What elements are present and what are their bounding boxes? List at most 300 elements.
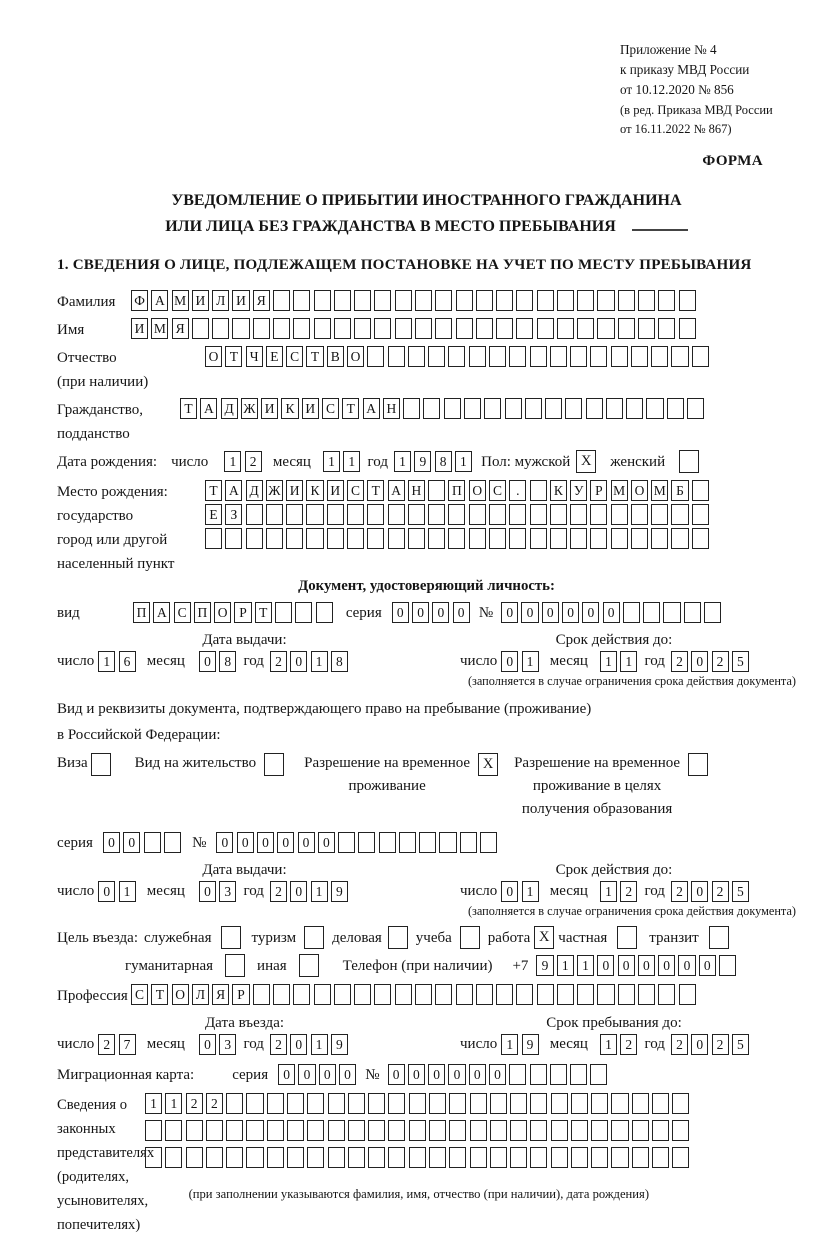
char-cell[interactable] <box>530 1120 547 1141</box>
char-cell[interactable] <box>379 832 396 853</box>
char-cell[interactable]: Т <box>205 480 222 501</box>
char-cell[interactable]: Т <box>367 480 384 501</box>
char-cell[interactable] <box>435 318 452 339</box>
char-cell[interactable] <box>489 346 506 367</box>
char-cell[interactable]: 0 <box>290 1034 307 1055</box>
char-cell[interactable]: У <box>570 480 587 501</box>
char-cell[interactable] <box>469 504 486 525</box>
char-cell[interactable]: Я <box>253 290 270 311</box>
char-cell[interactable]: 0 <box>501 602 518 623</box>
char-cell[interactable]: 3 <box>219 1034 236 1055</box>
char-cell[interactable]: Т <box>180 398 197 419</box>
char-cell[interactable] <box>565 398 582 419</box>
char-cell[interactable]: Н <box>383 398 400 419</box>
char-cell[interactable] <box>651 504 668 525</box>
purpose-transit-checkbox[interactable] <box>709 926 729 949</box>
char-cell[interactable] <box>509 504 526 525</box>
sex-female-checkbox[interactable] <box>679 450 699 473</box>
char-cell[interactable]: 0 <box>542 602 559 623</box>
char-cell[interactable] <box>623 602 640 623</box>
char-cell[interactable]: 0 <box>278 1064 295 1085</box>
char-cell[interactable]: 1 <box>343 451 360 472</box>
char-cell[interactable]: 2 <box>620 881 637 902</box>
char-cell[interactable] <box>606 398 623 419</box>
char-cell[interactable] <box>328 1147 345 1168</box>
char-cell[interactable]: 9 <box>522 1034 539 1055</box>
char-cell[interactable]: 2 <box>712 651 729 672</box>
char-cell[interactable] <box>516 290 533 311</box>
char-cell[interactable]: 0 <box>257 832 274 853</box>
char-cell[interactable] <box>476 290 493 311</box>
char-cell[interactable] <box>684 602 701 623</box>
char-cell[interactable]: П <box>448 480 465 501</box>
char-cell[interactable] <box>388 1093 405 1114</box>
char-cell[interactable]: И <box>327 480 344 501</box>
char-cell[interactable] <box>428 504 445 525</box>
char-cell[interactable]: М <box>151 318 168 339</box>
char-cell[interactable]: 2 <box>671 651 688 672</box>
char-cell[interactable] <box>496 318 513 339</box>
char-cell[interactable] <box>480 832 497 853</box>
char-cell[interactable] <box>328 1093 345 1114</box>
char-cell[interactable] <box>537 290 554 311</box>
char-cell[interactable] <box>577 984 594 1005</box>
char-cell[interactable] <box>692 346 709 367</box>
char-cell[interactable]: 0 <box>123 832 140 853</box>
char-cell[interactable] <box>550 346 567 367</box>
char-cell[interactable] <box>651 346 668 367</box>
char-cell[interactable]: 5 <box>732 651 749 672</box>
char-cell[interactable]: К <box>281 398 298 419</box>
char-cell[interactable] <box>496 984 513 1005</box>
char-cell[interactable] <box>367 346 384 367</box>
char-cell[interactable] <box>374 984 391 1005</box>
char-cell[interactable] <box>293 290 310 311</box>
char-cell[interactable] <box>415 318 432 339</box>
char-cell[interactable] <box>449 1093 466 1114</box>
char-cell[interactable]: Т <box>225 346 242 367</box>
char-cell[interactable]: 0 <box>699 955 716 976</box>
char-cell[interactable] <box>551 1093 568 1114</box>
char-cell[interactable] <box>165 1147 182 1168</box>
char-cell[interactable] <box>618 984 635 1005</box>
char-cell[interactable] <box>287 1147 304 1168</box>
char-cell[interactable]: Д <box>246 480 263 501</box>
char-cell[interactable] <box>550 528 567 549</box>
char-cell[interactable]: 0 <box>469 1064 486 1085</box>
char-cell[interactable]: 0 <box>691 881 708 902</box>
char-cell[interactable] <box>419 832 436 853</box>
char-cell[interactable] <box>551 1147 568 1168</box>
char-cell[interactable] <box>334 290 351 311</box>
char-cell[interactable] <box>652 1147 669 1168</box>
char-cell[interactable] <box>145 1120 162 1141</box>
char-cell[interactable]: 0 <box>501 881 518 902</box>
char-cell[interactable]: 2 <box>270 651 287 672</box>
char-cell[interactable] <box>408 528 425 549</box>
char-cell[interactable] <box>367 528 384 549</box>
char-cell[interactable]: А <box>363 398 380 419</box>
char-cell[interactable]: 2 <box>245 451 262 472</box>
char-cell[interactable] <box>273 290 290 311</box>
char-cell[interactable] <box>470 1120 487 1141</box>
char-cell[interactable] <box>307 1093 324 1114</box>
residence-permit-checkbox[interactable] <box>264 753 284 776</box>
char-cell[interactable] <box>286 504 303 525</box>
char-cell[interactable]: Б <box>671 480 688 501</box>
char-cell[interactable] <box>476 318 493 339</box>
char-cell[interactable] <box>348 1120 365 1141</box>
char-cell[interactable] <box>489 528 506 549</box>
char-cell[interactable] <box>632 1147 649 1168</box>
char-cell[interactable] <box>671 504 688 525</box>
char-cell[interactable] <box>570 346 587 367</box>
char-cell[interactable] <box>164 832 181 853</box>
char-cell[interactable]: 2 <box>712 1034 729 1055</box>
char-cell[interactable] <box>590 504 607 525</box>
char-cell[interactable]: Т <box>255 602 272 623</box>
char-cell[interactable] <box>687 398 704 419</box>
char-cell[interactable] <box>246 1147 263 1168</box>
char-cell[interactable] <box>354 290 371 311</box>
char-cell[interactable] <box>667 398 684 419</box>
char-cell[interactable] <box>611 1093 628 1114</box>
purpose-tourism-checkbox[interactable] <box>304 926 324 949</box>
char-cell[interactable] <box>545 398 562 419</box>
char-cell[interactable] <box>618 318 635 339</box>
char-cell[interactable] <box>643 602 660 623</box>
char-cell[interactable]: Е <box>266 346 283 367</box>
char-cell[interactable] <box>557 290 574 311</box>
char-cell[interactable] <box>631 346 648 367</box>
char-cell[interactable] <box>423 398 440 419</box>
char-cell[interactable] <box>530 480 547 501</box>
char-cell[interactable] <box>316 602 333 623</box>
char-cell[interactable] <box>510 1120 527 1141</box>
char-cell[interactable]: 0 <box>103 832 120 853</box>
char-cell[interactable]: 0 <box>290 881 307 902</box>
char-cell[interactable] <box>679 318 696 339</box>
char-cell[interactable]: 0 <box>98 881 115 902</box>
char-cell[interactable] <box>618 290 635 311</box>
char-cell[interactable]: 2 <box>671 1034 688 1055</box>
char-cell[interactable]: 0 <box>691 1034 708 1055</box>
char-cell[interactable] <box>590 528 607 549</box>
char-cell[interactable]: 0 <box>298 832 315 853</box>
char-cell[interactable] <box>530 528 547 549</box>
char-cell[interactable] <box>354 318 371 339</box>
char-cell[interactable] <box>551 1120 568 1141</box>
char-cell[interactable] <box>646 398 663 419</box>
char-cell[interactable] <box>591 1093 608 1114</box>
char-cell[interactable] <box>671 346 688 367</box>
char-cell[interactable]: А <box>200 398 217 419</box>
char-cell[interactable]: 0 <box>691 651 708 672</box>
char-cell[interactable]: 0 <box>237 832 254 853</box>
char-cell[interactable]: Т <box>306 346 323 367</box>
char-cell[interactable] <box>435 984 452 1005</box>
char-cell[interactable]: Т <box>151 984 168 1005</box>
char-cell[interactable]: 1 <box>165 1093 182 1114</box>
char-cell[interactable] <box>205 528 222 549</box>
char-cell[interactable]: 2 <box>206 1093 223 1114</box>
char-cell[interactable] <box>672 1147 689 1168</box>
char-cell[interactable] <box>469 346 486 367</box>
char-cell[interactable] <box>212 318 229 339</box>
char-cell[interactable] <box>295 602 312 623</box>
char-cell[interactable] <box>368 1120 385 1141</box>
char-cell[interactable]: 0 <box>428 1064 445 1085</box>
char-cell[interactable]: 2 <box>620 1034 637 1055</box>
char-cell[interactable] <box>692 528 709 549</box>
char-cell[interactable] <box>597 984 614 1005</box>
char-cell[interactable] <box>226 1120 243 1141</box>
char-cell[interactable] <box>704 602 721 623</box>
char-cell[interactable] <box>246 1093 263 1114</box>
char-cell[interactable] <box>631 504 648 525</box>
char-cell[interactable] <box>456 318 473 339</box>
char-cell[interactable] <box>408 504 425 525</box>
char-cell[interactable]: 9 <box>331 1034 348 1055</box>
char-cell[interactable] <box>611 346 628 367</box>
char-cell[interactable] <box>464 398 481 419</box>
char-cell[interactable] <box>679 984 696 1005</box>
char-cell[interactable] <box>266 504 283 525</box>
char-cell[interactable]: 0 <box>603 602 620 623</box>
char-cell[interactable]: А <box>225 480 242 501</box>
char-cell[interactable] <box>347 504 364 525</box>
char-cell[interactable] <box>490 1120 507 1141</box>
purpose-other-checkbox[interactable] <box>299 954 319 977</box>
char-cell[interactable] <box>692 504 709 525</box>
char-cell[interactable] <box>557 318 574 339</box>
char-cell[interactable] <box>334 318 351 339</box>
char-cell[interactable]: И <box>131 318 148 339</box>
char-cell[interactable] <box>314 290 331 311</box>
char-cell[interactable]: М <box>611 480 628 501</box>
char-cell[interactable] <box>448 528 465 549</box>
char-cell[interactable]: 1 <box>620 651 637 672</box>
char-cell[interactable]: В <box>327 346 344 367</box>
char-cell[interactable] <box>638 290 655 311</box>
char-cell[interactable] <box>590 1064 607 1085</box>
char-cell[interactable]: Р <box>234 602 251 623</box>
char-cell[interactable] <box>448 504 465 525</box>
char-cell[interactable]: 0 <box>318 832 335 853</box>
char-cell[interactable] <box>611 1120 628 1141</box>
char-cell[interactable] <box>192 318 209 339</box>
char-cell[interactable]: 6 <box>119 651 136 672</box>
char-cell[interactable] <box>444 398 461 419</box>
char-cell[interactable] <box>287 1093 304 1114</box>
char-cell[interactable] <box>395 318 412 339</box>
char-cell[interactable] <box>374 318 391 339</box>
char-cell[interactable] <box>632 1093 649 1114</box>
char-cell[interactable]: С <box>131 984 148 1005</box>
char-cell[interactable] <box>226 1093 243 1114</box>
char-cell[interactable] <box>448 346 465 367</box>
char-cell[interactable] <box>557 984 574 1005</box>
char-cell[interactable]: 8 <box>331 651 348 672</box>
char-cell[interactable] <box>460 832 477 853</box>
char-cell[interactable]: 0 <box>216 832 233 853</box>
char-cell[interactable]: О <box>469 480 486 501</box>
purpose-work-checkbox[interactable]: X <box>534 926 554 949</box>
char-cell[interactable] <box>510 1093 527 1114</box>
char-cell[interactable]: 0 <box>199 881 216 902</box>
char-cell[interactable]: Ж <box>241 398 258 419</box>
char-cell[interactable] <box>439 832 456 853</box>
char-cell[interactable]: Д <box>221 398 238 419</box>
char-cell[interactable]: Ч <box>246 346 263 367</box>
purpose-study-checkbox[interactable] <box>460 926 480 949</box>
char-cell[interactable] <box>672 1120 689 1141</box>
char-cell[interactable]: С <box>286 346 303 367</box>
char-cell[interactable] <box>530 1064 547 1085</box>
char-cell[interactable] <box>484 398 501 419</box>
char-cell[interactable]: 0 <box>618 955 635 976</box>
char-cell[interactable]: 0 <box>277 832 294 853</box>
char-cell[interactable] <box>368 1093 385 1114</box>
char-cell[interactable]: 0 <box>658 955 675 976</box>
char-cell[interactable] <box>530 346 547 367</box>
char-cell[interactable] <box>577 290 594 311</box>
char-cell[interactable] <box>388 528 405 549</box>
char-cell[interactable]: 5 <box>732 1034 749 1055</box>
char-cell[interactable] <box>267 1120 284 1141</box>
char-cell[interactable]: 0 <box>339 1064 356 1085</box>
char-cell[interactable] <box>510 1147 527 1168</box>
char-cell[interactable] <box>516 318 533 339</box>
char-cell[interactable]: Я <box>172 318 189 339</box>
char-cell[interactable]: М <box>172 290 189 311</box>
char-cell[interactable] <box>388 346 405 367</box>
char-cell[interactable] <box>550 504 567 525</box>
char-cell[interactable] <box>577 318 594 339</box>
char-cell[interactable] <box>652 1120 669 1141</box>
char-cell[interactable] <box>571 1093 588 1114</box>
char-cell[interactable] <box>293 984 310 1005</box>
char-cell[interactable] <box>516 984 533 1005</box>
char-cell[interactable]: С <box>174 602 191 623</box>
char-cell[interactable]: 1 <box>145 1093 162 1114</box>
char-cell[interactable] <box>206 1147 223 1168</box>
char-cell[interactable] <box>307 1120 324 1141</box>
char-cell[interactable] <box>530 1147 547 1168</box>
char-cell[interactable] <box>571 1147 588 1168</box>
char-cell[interactable] <box>476 984 493 1005</box>
char-cell[interactable]: С <box>347 480 364 501</box>
char-cell[interactable]: 0 <box>638 955 655 976</box>
char-cell[interactable]: 1 <box>600 651 617 672</box>
char-cell[interactable] <box>334 984 351 1005</box>
char-cell[interactable]: 2 <box>270 1034 287 1055</box>
char-cell[interactable] <box>354 984 371 1005</box>
char-cell[interactable]: 2 <box>671 881 688 902</box>
char-cell[interactable]: И <box>232 290 249 311</box>
sex-male-checkbox[interactable]: X <box>576 450 596 473</box>
char-cell[interactable] <box>275 602 292 623</box>
char-cell[interactable] <box>388 504 405 525</box>
char-cell[interactable] <box>428 480 445 501</box>
char-cell[interactable] <box>679 290 696 311</box>
char-cell[interactable]: 1 <box>311 651 328 672</box>
char-cell[interactable] <box>266 528 283 549</box>
char-cell[interactable] <box>470 1147 487 1168</box>
purpose-humanitarian-checkbox[interactable] <box>225 954 245 977</box>
char-cell[interactable] <box>590 346 607 367</box>
char-cell[interactable] <box>399 832 416 853</box>
char-cell[interactable]: О <box>347 346 364 367</box>
char-cell[interactable] <box>550 1064 567 1085</box>
char-cell[interactable]: 0 <box>489 1064 506 1085</box>
char-cell[interactable]: О <box>205 346 222 367</box>
char-cell[interactable] <box>388 1147 405 1168</box>
char-cell[interactable]: Т <box>342 398 359 419</box>
char-cell[interactable]: М <box>651 480 668 501</box>
char-cell[interactable]: С <box>489 480 506 501</box>
char-cell[interactable] <box>403 398 420 419</box>
char-cell[interactable] <box>509 528 526 549</box>
char-cell[interactable] <box>429 1147 446 1168</box>
char-cell[interactable]: 2 <box>270 881 287 902</box>
char-cell[interactable] <box>286 528 303 549</box>
char-cell[interactable] <box>490 1093 507 1114</box>
char-cell[interactable] <box>186 1147 203 1168</box>
char-cell[interactable] <box>253 318 270 339</box>
char-cell[interactable] <box>449 1120 466 1141</box>
char-cell[interactable]: О <box>631 480 648 501</box>
char-cell[interactable]: Е <box>205 504 222 525</box>
char-cell[interactable] <box>287 1120 304 1141</box>
char-cell[interactable] <box>435 290 452 311</box>
char-cell[interactable]: З <box>225 504 242 525</box>
char-cell[interactable]: . <box>509 480 526 501</box>
char-cell[interactable] <box>537 318 554 339</box>
char-cell[interactable]: 0 <box>582 602 599 623</box>
char-cell[interactable] <box>293 318 310 339</box>
char-cell[interactable] <box>327 528 344 549</box>
char-cell[interactable]: Ж <box>266 480 283 501</box>
char-cell[interactable] <box>611 1147 628 1168</box>
char-cell[interactable] <box>144 832 161 853</box>
char-cell[interactable] <box>232 318 249 339</box>
char-cell[interactable] <box>306 528 323 549</box>
char-cell[interactable] <box>225 528 242 549</box>
char-cell[interactable]: 9 <box>331 881 348 902</box>
char-cell[interactable]: 0 <box>597 955 614 976</box>
char-cell[interactable]: 1 <box>394 451 411 472</box>
char-cell[interactable] <box>449 1147 466 1168</box>
char-cell[interactable] <box>456 984 473 1005</box>
char-cell[interactable] <box>267 1147 284 1168</box>
char-cell[interactable] <box>429 1120 446 1141</box>
char-cell[interactable] <box>338 832 355 853</box>
char-cell[interactable] <box>658 290 675 311</box>
char-cell[interactable] <box>314 984 331 1005</box>
char-cell[interactable] <box>145 1147 162 1168</box>
char-cell[interactable] <box>409 1093 426 1114</box>
char-cell[interactable] <box>509 346 526 367</box>
char-cell[interactable] <box>489 504 506 525</box>
char-cell[interactable]: 1 <box>600 881 617 902</box>
char-cell[interactable] <box>395 984 412 1005</box>
purpose-business-checkbox[interactable] <box>388 926 408 949</box>
char-cell[interactable]: 1 <box>323 451 340 472</box>
temp-residence-checkbox[interactable]: X <box>478 753 498 776</box>
char-cell[interactable] <box>631 528 648 549</box>
char-cell[interactable]: 0 <box>319 1064 336 1085</box>
